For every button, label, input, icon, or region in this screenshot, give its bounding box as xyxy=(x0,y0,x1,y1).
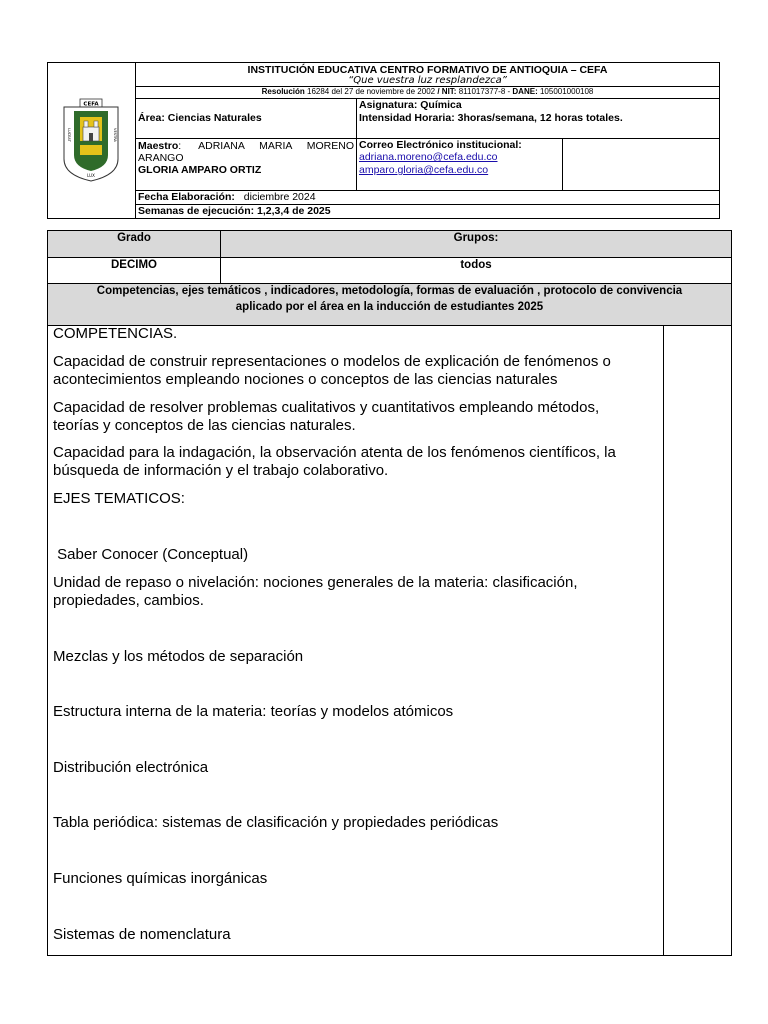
competencia-3-line-2: búsqueda de información y el trabajo colaborativo. xyxy=(53,462,389,479)
teacher-name-1: ADRIANA MARIA MORENO xyxy=(198,140,354,152)
date-line xyxy=(138,191,316,203)
logo-left-text: LUCEAT xyxy=(67,128,71,142)
resolution-label: Resolución xyxy=(261,87,305,96)
ejes-title: EJES TEMATICOS: xyxy=(53,490,185,507)
dane-label: DANE xyxy=(512,87,536,96)
logo-top-text: CEFA xyxy=(83,101,99,108)
date-label: Fecha Elaboración: xyxy=(138,191,235,203)
resolution-line: Resolución 16284 del 27 de noviembre de 2002 / NIT: 811017377-8 - DANE: 105001000108 xyxy=(261,87,594,96)
grade-header: Grado xyxy=(117,232,151,244)
competencia-1-line-2: acontecimientos empleando nociones o conceptos de las ciencias naturales xyxy=(53,371,558,388)
topic-1-line-1: Unidad de repaso o nivelación: nociones generales de la materia: clasificación, xyxy=(53,574,578,591)
competencia-1 xyxy=(53,353,658,389)
topic-1 xyxy=(53,574,658,610)
competencia-3 xyxy=(53,444,658,480)
section-title-line-2: aplicado por el área en la inducción de estudiantes 2025 xyxy=(235,301,544,313)
teacher-name-2: ARANGO xyxy=(138,152,184,164)
topic-estructura: Estructura interna de la materia: teorías y modelos atómicos xyxy=(53,703,454,720)
logo-bottom-text: LUX xyxy=(87,173,95,178)
nit-label: NIT xyxy=(441,87,454,96)
email-link-amparo[interactable]: amparo.gloria@cefa.edu.co xyxy=(359,164,489,176)
email-label: Correo Electrónico institucional: xyxy=(359,139,522,151)
topic-mezclas: Mezclas y los métodos de separación xyxy=(53,648,304,665)
competencia-2 xyxy=(53,399,658,435)
teacher-line-1: Maestro: ADRIANA MARIA MORENO xyxy=(138,140,354,152)
groups-header: Grupos: xyxy=(453,232,499,244)
competencia-3-line-1: Capacidad para la indagación, la observación atenta de los fenómenos científicos, la xyxy=(53,444,616,461)
grade-value: DECIMO xyxy=(111,259,157,271)
teacher-name-3: GLORIA AMPARO ORTIZ xyxy=(138,164,262,176)
area-label: Área: Ciencias Naturales xyxy=(138,112,262,124)
section-title-line-1: Competencias, ejes temáticos , indicadores, metodología, formas de evaluación , protocolo de convivencia xyxy=(96,285,683,297)
competencia-1-line-1: Capacidad de construir representaciones o modelos de explicación de fenómenos o xyxy=(53,353,611,370)
topic-nomenclatura: Sistemas de nomenclatura xyxy=(53,926,231,943)
resolution-text: 16284 del 27 de noviembre de 2002 xyxy=(307,87,436,96)
email-link-adriana[interactable]: adriana.moreno@cefa.edu.co xyxy=(359,151,498,163)
institution-name: INSTITUCIÓN EDUCATIVA CENTRO FORMATIVO DE ANTIOQUIA – CEFA xyxy=(247,64,608,76)
weeks-label: Semanas de ejecución: 1,2,3,4 de 2025 xyxy=(138,205,331,217)
teacher-label: Maestro xyxy=(138,140,179,152)
competencia-2-line-1: Capacidad de resolver problemas cualitativos y cuantitativos empleando métodos, xyxy=(53,399,600,416)
topic-1-line-2: propiedades, cambios. xyxy=(53,592,204,609)
logo-right-text: VESTRA xyxy=(113,127,117,143)
dane-value: 105001000108 xyxy=(539,87,594,96)
topic-funciones: Funciones químicas inorgánicas xyxy=(53,870,268,887)
header-table xyxy=(47,62,720,219)
hours-label: Intensidad Horaria: 3horas/semana, 12 horas totales. xyxy=(359,112,623,124)
topic-distribucion: Distribución electrónica xyxy=(53,759,209,776)
subject-label: Asignatura: Química xyxy=(359,99,462,111)
institution-motto: “Que vuestra luz resplandezca” xyxy=(348,75,507,86)
groups-value: todos xyxy=(460,259,492,271)
nit-value: 811017377-8 xyxy=(458,87,506,96)
competencia-2-line-2: teorías y conceptos de las ciencias naturales. xyxy=(53,417,356,434)
competencias-title: COMPETENCIAS. xyxy=(53,325,178,342)
date-value: diciembre 2024 xyxy=(243,191,316,203)
topic-tabla-periodica: Tabla periódica: sistemas de clasificación y propiedades periódicas xyxy=(53,814,499,831)
saber-conocer-title: Saber Conocer (Conceptual) xyxy=(53,546,249,563)
cefa-shield-logo xyxy=(60,97,122,183)
